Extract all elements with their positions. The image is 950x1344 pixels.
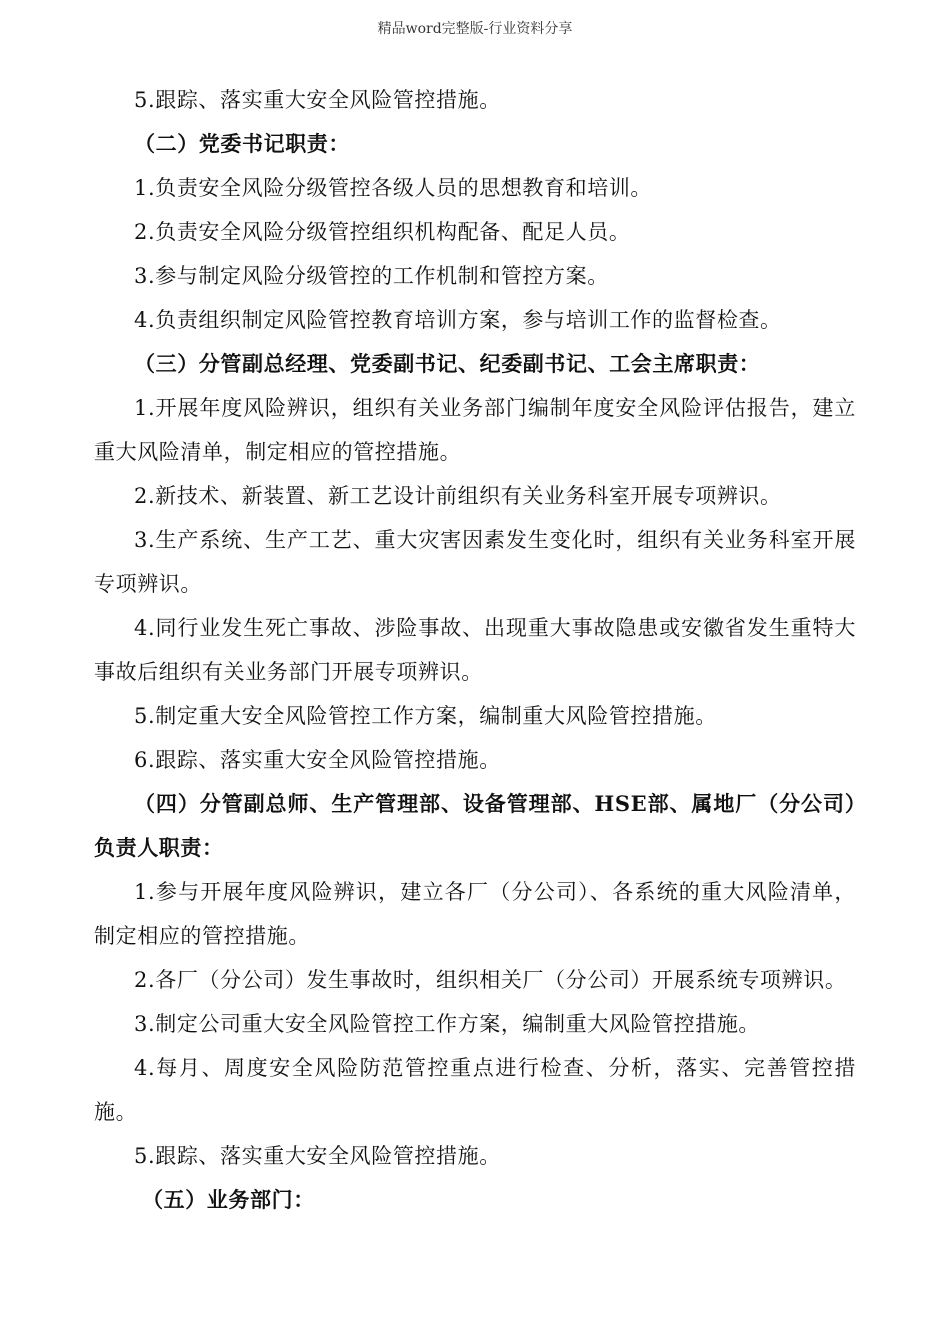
paragraph: 2.负责安全风险分级管控组织机构配备、配足人员。 [134,220,631,244]
paragraph: 1.参与开展年度风险辨识，建立各厂（分公司）、各系统的重大风险清单，制定相应的管控措施。 [94,880,856,948]
paragraph: 5.跟踪、落实重大安全风险管控措施。 [134,1144,501,1168]
document-body [0,78,950,1222]
paragraph: 2.各厂（分公司）发生事故时，组织相关厂（分公司）开展系统专项辨识。 [134,968,847,992]
section-heading: （四）分管副总师、生产管理部、设备管理部、HSE部、属地厂（分公司）负责人职责： [94,791,856,860]
paragraph: 2.新技术、新装置、新工艺设计前组织有关业务科室开展专项辨识。 [134,484,782,508]
paragraph: 6.跟踪、落实重大安全风险管控措施。 [134,748,501,772]
paragraph: 1.开展年度风险辨识，组织有关业务部门编制年度安全风险评估报告，建立重大风险清单，制定相应的管控措施。 [94,396,856,464]
paragraph: 4.负责组织制定风险管控教育培训方案，参与培训工作的监督检查。 [134,308,782,332]
paragraph: 3.制定公司重大安全风险管控工作方案，编制重大风险管控措施。 [134,1012,761,1036]
section-heading: （三）分管副总经理、党委副书记、纪委副书记、工会主席职责： [134,351,761,376]
paragraph: 4.同行业发生死亡事故、涉险事故、出现重大事故隐患或安徽省发生重特大事故后组织有关业务部门开展专项辨识。 [94,616,856,684]
paragraph: 1.负责安全风险分级管控各级人员的思想教育和培训。 [134,176,653,200]
paragraph: 5.制定重大安全风险管控工作方案，编制重大风险管控措施。 [134,704,717,728]
paragraph: 3.参与制定风险分级管控的工作机制和管控方案。 [134,264,609,288]
section-heading: （五）业务部门： [142,1187,315,1212]
paragraph: 4.每月、周度安全风险防范管控重点进行检查、分析，落实、完善管控措施。 [94,1056,856,1124]
paragraph: 3.生产系统、生产工艺、重大灾害因素发生变化时，组织有关业务科室开展专项辨识。 [94,528,856,596]
section-heading: （二）党委书记职责： [134,131,350,156]
paragraph: 5.跟踪、落实重大安全风险管控措施。 [134,88,501,112]
page-header: 精品word完整版-行业资料分享 [377,21,573,37]
